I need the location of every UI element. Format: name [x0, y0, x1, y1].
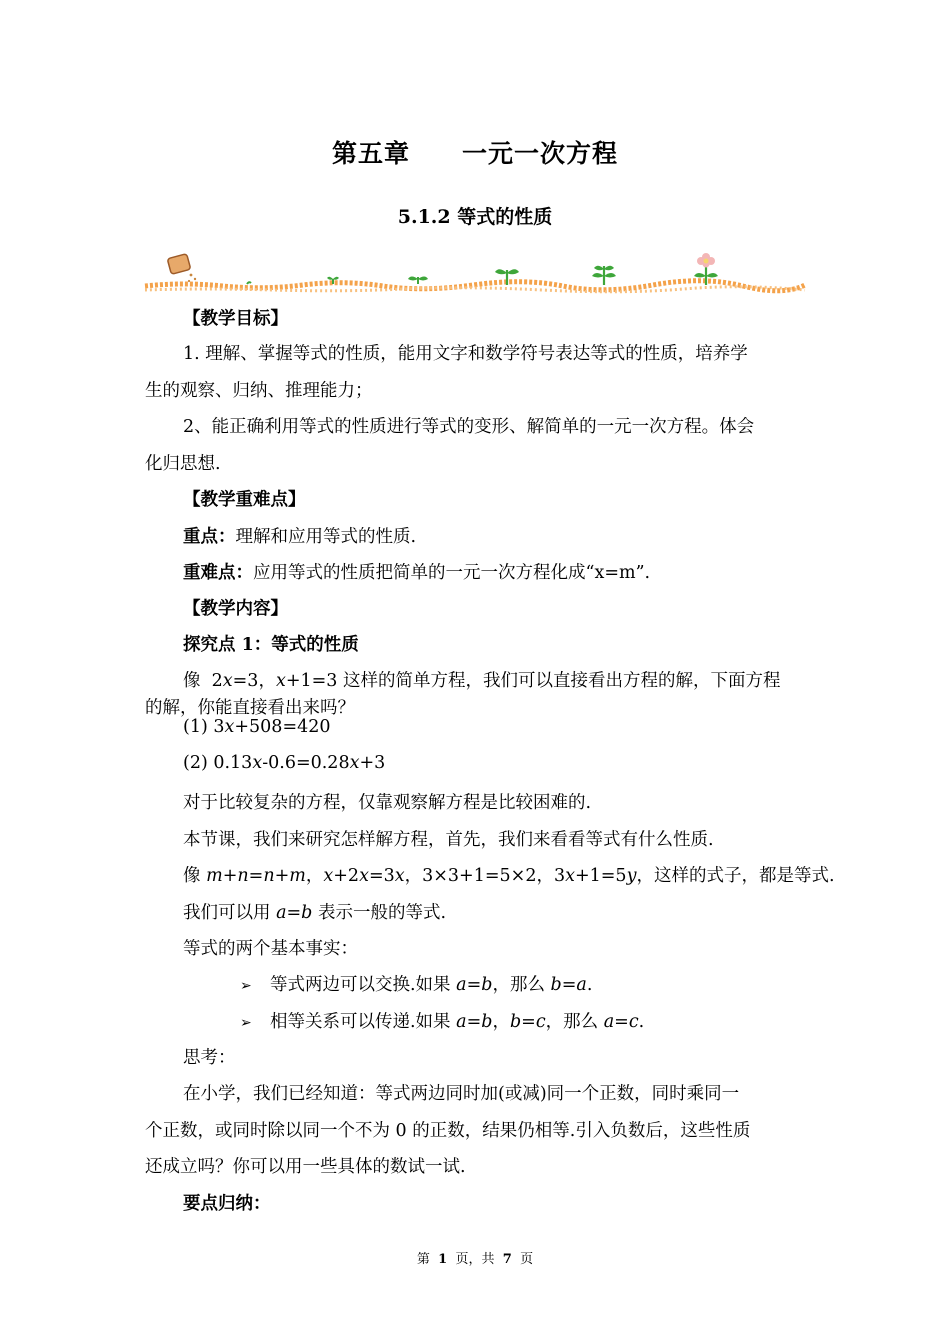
think-line-2: 个正数，或同时除以同一个不为 0 的正数，结果仍相等.引入负数后，这些性质: [145, 1121, 751, 1141]
think-line-3: 还成立吗？你可以用一些具体的数试一试.: [145, 1157, 466, 1177]
focus-line: 重点：理解和应用等式的性质.: [183, 527, 417, 547]
intro-line-1: 像 2x=3，x+1=3 这样的简单方程，我们可以直接看出方程的解，下面方程: [183, 671, 781, 691]
bullet-arrow-icon: ➢: [240, 1015, 252, 1031]
think-line-1: 在小学，我们已经知道：等式两边同时加(或减)同一个正数，同时乘同一: [183, 1084, 740, 1104]
general-equation-line: 我们可以用 a=b 表示一般的等式.: [183, 903, 447, 923]
fact-1-item: ➢ 等式两边可以交换.如果 a=b，那么 b=a.: [240, 975, 593, 995]
sprout-stage-5-icon: [592, 266, 616, 285]
equation-2: (2) 0.13x-0.6=0.28x+3: [183, 753, 386, 773]
total-page-count: 7: [502, 1252, 512, 1267]
chapter-label: 第五章: [331, 139, 410, 168]
equation-examples: 像 m+n=n+m，x+2x=3x，3×3+1=5×2，3x+1=5y，这样的式子，都是等式.: [183, 866, 835, 886]
complex-equation-note: 对于比较复杂的方程，仅靠观察解方程是比较困难的.: [183, 793, 592, 813]
objective-1-line-2: 生的观察、归纳、推理能力；: [145, 381, 373, 401]
explore-point-label: 探究点 1：等式的性质: [183, 635, 359, 655]
intro-line-2: 的解，你能直接看出来吗？: [145, 698, 355, 718]
growing-sprouts-divider: [143, 248, 807, 296]
objective-2-line-2: 化归思想.: [145, 454, 221, 474]
key-points-heading: 【教学重难点】: [183, 490, 306, 510]
current-page-number: 1: [438, 1252, 448, 1267]
think-label: 思考：: [183, 1048, 236, 1068]
bullet-arrow-icon: ➢: [240, 978, 252, 994]
page-footer: 第 1 页，共 7 页: [416, 1252, 534, 1267]
seed-packet-icon: [167, 254, 196, 282]
sprout-stage-3-icon: [408, 277, 428, 285]
chapter-title: [0, 134, 950, 170]
objective-2-line-1: 2、能正确利用等式的性质进行等式的变形、解简单的一元一次方程。体会: [183, 417, 755, 437]
fact-2-item: ➢ 相等关系可以传递.如果 a=b，b=c，那么 a=c.: [240, 1012, 645, 1032]
section-title: 5.1.2 等式的性质: [397, 206, 553, 228]
content-heading: 【教学内容】: [183, 599, 288, 619]
basic-facts-intro: 等式的两个基本事实：: [183, 939, 358, 959]
study-plan-paragraph: 本节课，我们来研究怎样解方程，首先，我们来看看等式有什么性质.: [183, 830, 714, 850]
objectives-heading: 【教学目标】: [183, 309, 288, 329]
sprout-stage-1-icon: [247, 282, 251, 284]
chapter-name: 一元一次方程: [462, 139, 619, 168]
equation-1: (1) 3x+508=420: [183, 717, 331, 737]
summary-label: 要点归纳：: [183, 1194, 271, 1214]
difficulty-line: 重难点：应用等式的性质把简单的一元一次方程化成“x=m”.: [183, 563, 651, 583]
objective-1-line-1: 1. 理解、掌握等式的性质，能用文字和数学符号表达等式的性质，培养学: [183, 344, 748, 364]
